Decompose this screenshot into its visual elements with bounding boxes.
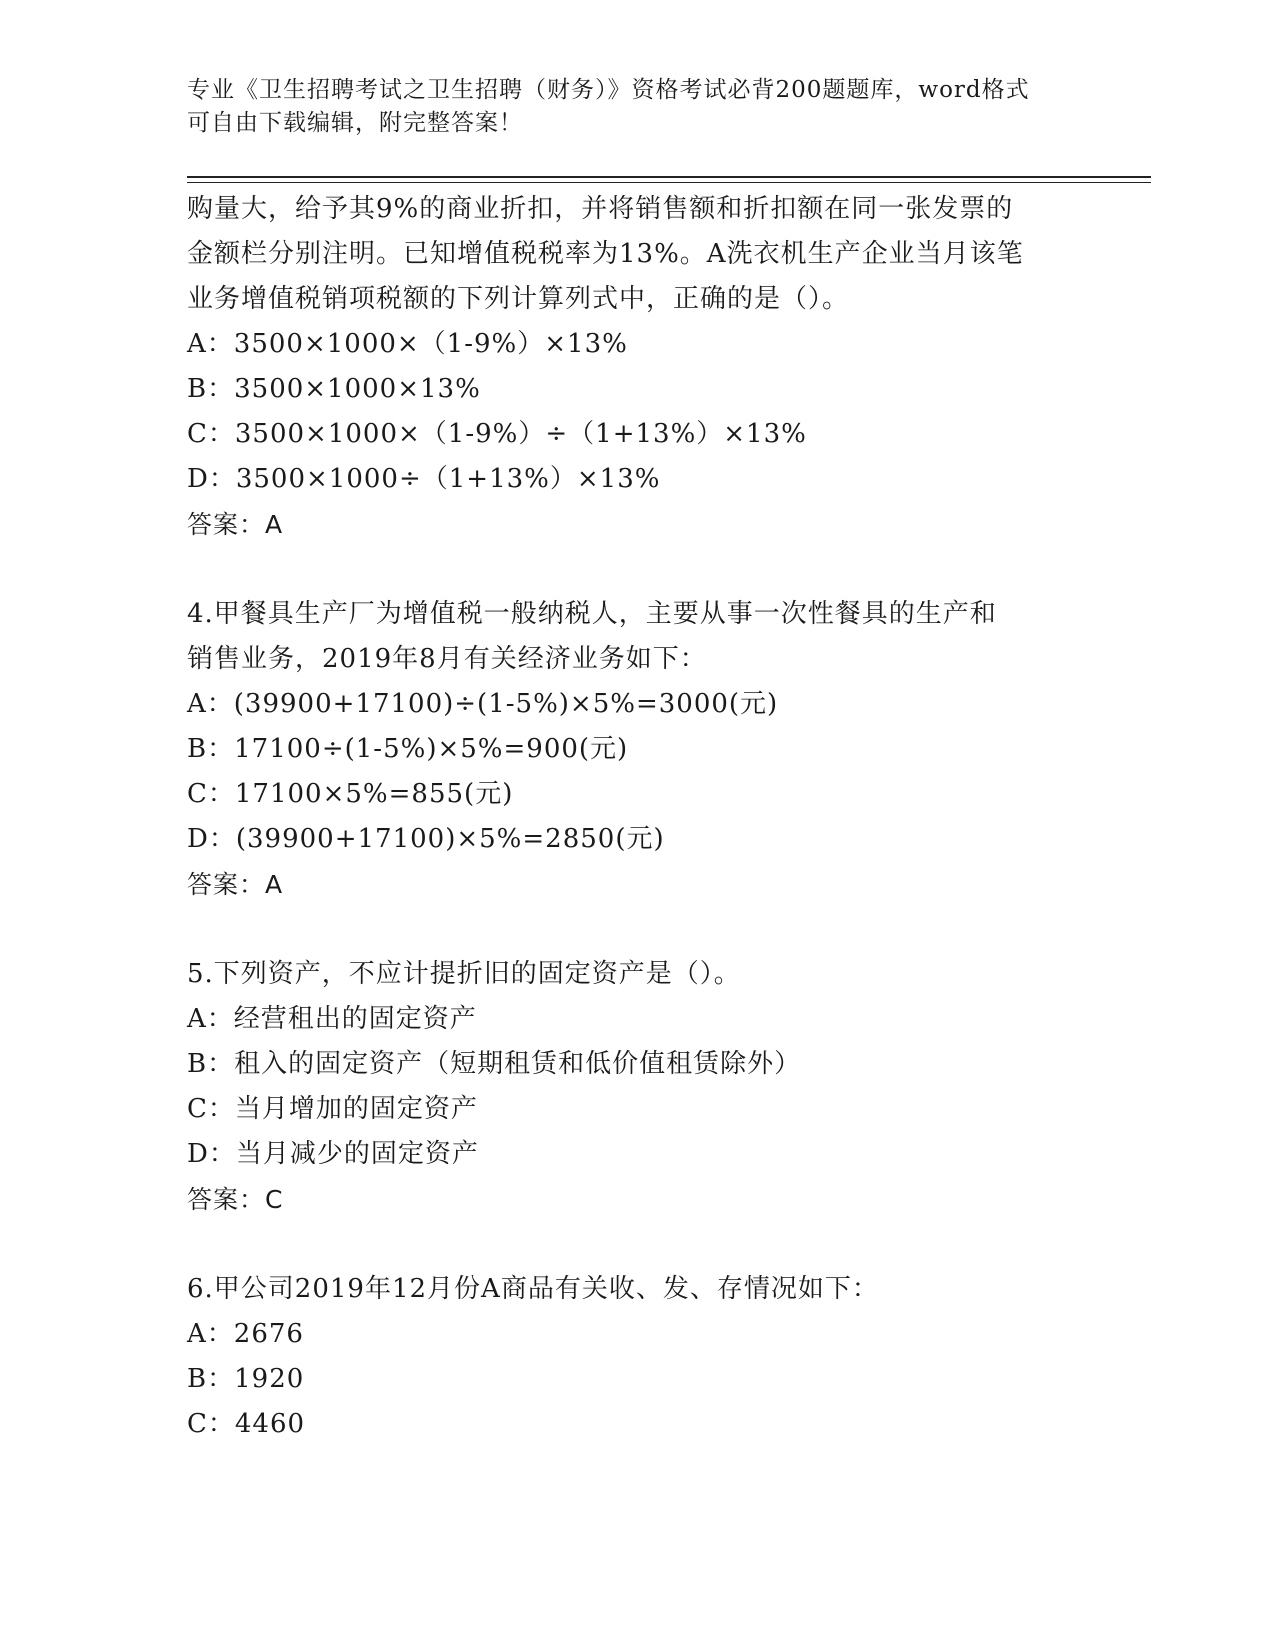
question-stem-line: 6.甲公司2019年12月份A商品有关收、发、存情况如下： xyxy=(187,1274,879,1304)
option-b: B：3500×1000×13% xyxy=(187,374,481,404)
option-d: D：当月减少的固定资产 xyxy=(187,1139,479,1169)
page-header xyxy=(187,74,1087,140)
option-b: B：租入的固定资产（短期租赁和低价值租赁除外） xyxy=(187,1049,802,1079)
question-stem-line: 金额栏分别注明。已知增值税税率为13%。A洗衣机生产企业当月该笔 xyxy=(187,239,1024,269)
option-b: B：17100÷(1-5%)×5%=900(元) xyxy=(187,734,629,764)
spacer xyxy=(187,907,1087,952)
answer-line: 答案：A xyxy=(187,510,284,539)
answer-line: 答案：A xyxy=(187,870,284,899)
option-d: D：(39900+17100)×5%=2850(元) xyxy=(187,824,665,854)
option-a: A：(39900+17100)÷(1-5%)×5%=3000(元) xyxy=(187,689,779,719)
option-c: C：4460 xyxy=(187,1409,306,1439)
question-4 xyxy=(187,592,1087,907)
option-a: A：3500×1000×（1-9%）×13% xyxy=(187,329,628,359)
option-a: A：经营租出的固定资产 xyxy=(187,1004,477,1034)
header-divider-thick xyxy=(187,176,1151,178)
question-stem-line: 4.甲餐具生产厂为增值税一般纳税人，主要从事一次性餐具的生产和 xyxy=(187,599,997,629)
option-d: D：3500×1000÷（1+13%）×13% xyxy=(187,464,661,494)
question-3 xyxy=(187,187,1087,547)
question-6 xyxy=(187,1267,1087,1447)
question-stem-line: 5.下列资产，不应计提折旧的固定资产是（）。 xyxy=(187,959,741,989)
option-b: B：1920 xyxy=(187,1364,305,1394)
question-stem-line: 销售业务，2019年8月有关经济业务如下： xyxy=(187,644,707,674)
question-5 xyxy=(187,952,1087,1222)
option-a: A：2676 xyxy=(187,1319,304,1349)
header-title-line-1: 专业《卫生招聘考试之卫生招聘（财务）》资格考试必背200题题库，word格式 xyxy=(187,77,1030,103)
option-c: C：3500×1000×（1-9%）÷（1+13%）×13% xyxy=(187,419,807,449)
answer-line: 答案：C xyxy=(187,1185,284,1214)
question-stem-line: 业务增值税销项税额的下列计算列式中，正确的是（）。 xyxy=(187,284,850,314)
question-stem-line: 购量大，给予其9%的商业折扣，并将销售额和折扣额在同一张发票的 xyxy=(187,194,1014,224)
option-c: C：17100×5%=855(元) xyxy=(187,779,514,809)
header-title-line-2: 可自由下载编辑，附完整答案！ xyxy=(187,110,523,136)
header-divider-thin xyxy=(187,182,1151,183)
question-list xyxy=(187,187,1087,1447)
option-c: C：当月增加的固定资产 xyxy=(187,1094,478,1124)
spacer xyxy=(187,1222,1087,1267)
spacer xyxy=(187,547,1087,592)
